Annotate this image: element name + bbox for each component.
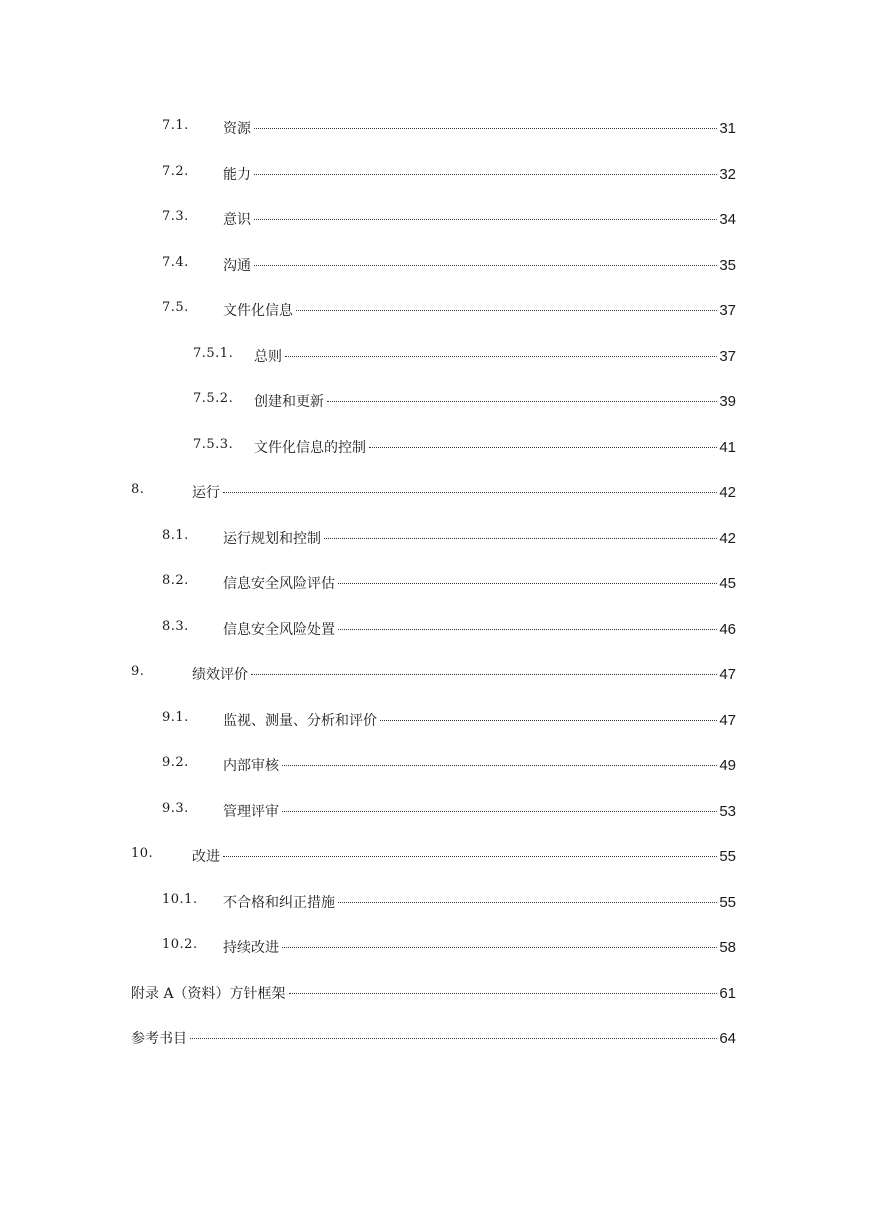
toc-entry-page: 42 [719, 484, 736, 501]
toc-entry-number: 10.1. [162, 892, 198, 907]
toc-entry-9[interactable] [0, 662, 869, 686]
dot-leader [338, 583, 717, 584]
toc-entry-title: 文件化信息的控制 [254, 440, 366, 456]
toc-entry-title: 运行 [192, 485, 220, 501]
toc-entry-number: 8. [131, 482, 145, 497]
dot-leader [296, 310, 717, 311]
toc-entry-page: 42 [719, 530, 736, 547]
toc-entry-title: 沟通 [223, 258, 251, 274]
toc-entry-page: 47 [719, 666, 736, 683]
toc-entry-title: 持续改进 [223, 940, 279, 956]
toc-entry-7-3[interactable] [0, 207, 869, 231]
dot-leader [251, 674, 717, 675]
toc-entry-page: 64 [719, 1030, 736, 1047]
dot-leader [289, 993, 718, 994]
dot-leader [369, 447, 717, 448]
dot-leader [324, 538, 717, 539]
toc-entry-number: 7.5.3. [193, 437, 234, 452]
toc-entry-page: 34 [719, 211, 736, 228]
dot-leader [282, 811, 717, 812]
toc-entry-number: 7.5.1. [193, 346, 234, 361]
toc-entry-7-4[interactable] [0, 253, 869, 277]
toc-entry-page: 41 [719, 439, 736, 456]
toc-entry-7-5-3[interactable] [0, 435, 869, 459]
dot-leader [338, 629, 717, 630]
toc-entry-title: 不合格和纠正措施 [223, 895, 335, 911]
dot-leader [223, 856, 717, 857]
toc-entry-number: 9.1. [162, 710, 189, 725]
dot-leader [380, 720, 717, 721]
dot-leader [254, 174, 717, 175]
toc-entry-page: 47 [719, 712, 736, 729]
dot-leader [254, 128, 717, 129]
toc-entry-bibliography[interactable] [0, 1026, 869, 1050]
toc-entry-title: 附录 A（资料）方针框架 [131, 986, 286, 1002]
toc-entry-number: 7.2. [162, 164, 189, 179]
toc-entry-appendix-a[interactable] [0, 981, 869, 1005]
toc-entry-number: 9.2. [162, 755, 189, 770]
dot-leader [282, 765, 717, 766]
toc-entry-7-1[interactable] [0, 116, 869, 140]
dot-leader [282, 947, 717, 948]
toc-entry-title: 能力 [223, 167, 251, 183]
toc-entry-title: 创建和更新 [254, 394, 324, 410]
toc-entry-number: 7.5. [162, 300, 189, 315]
toc-entry-number: 10. [131, 846, 154, 861]
toc-entry-number: 8.2. [162, 573, 189, 588]
toc-entry-page: 45 [719, 575, 736, 592]
toc-entry-page: 53 [719, 803, 736, 820]
toc-entry-number: 8.3. [162, 619, 189, 634]
toc-entry-title: 管理评审 [223, 804, 279, 820]
toc-entry-page: 61 [719, 985, 736, 1002]
toc-entry-page: 49 [719, 757, 736, 774]
toc-entry-number: 7.1. [162, 118, 189, 133]
toc-entry-title: 意识 [223, 212, 251, 228]
toc-entry-8-3[interactable] [0, 617, 869, 641]
toc-entry-7-5[interactable] [0, 298, 869, 322]
toc-entry-7-2[interactable] [0, 162, 869, 186]
toc-entry-title: 监视、测量、分析和评价 [223, 713, 377, 729]
dot-leader [254, 265, 717, 266]
toc-entry-8-2[interactable] [0, 571, 869, 595]
toc-entry-10-1[interactable] [0, 890, 869, 914]
toc-entry-page: 55 [719, 848, 736, 865]
toc-entry-title: 绩效评价 [192, 667, 248, 683]
toc-entry-10-2[interactable] [0, 935, 869, 959]
toc-entry-number: 9.3. [162, 801, 189, 816]
toc-entry-number: 8.1. [162, 528, 189, 543]
toc-entry-title: 参考书目 [131, 1031, 187, 1047]
toc-entry-title: 信息安全风险评估 [223, 576, 335, 592]
dot-leader [338, 902, 717, 903]
dot-leader [285, 356, 717, 357]
dot-leader [190, 1038, 717, 1039]
toc-entry-10[interactable] [0, 844, 869, 868]
toc-entry-title: 信息安全风险处置 [223, 622, 335, 638]
toc-entry-page: 39 [719, 393, 736, 410]
toc-entry-9-3[interactable] [0, 799, 869, 823]
toc-entry-title: 运行规划和控制 [223, 531, 321, 547]
toc-entry-9-2[interactable] [0, 753, 869, 777]
toc-entry-8[interactable] [0, 480, 869, 504]
toc-entry-page: 37 [719, 302, 736, 319]
toc-entry-page: 46 [719, 621, 736, 638]
toc-entry-8-1[interactable] [0, 526, 869, 550]
toc-entry-number: 9. [131, 664, 145, 679]
dot-leader [254, 219, 717, 220]
dot-leader [327, 401, 717, 402]
toc-entry-7-5-2[interactable] [0, 389, 869, 413]
toc-entry-7-5-1[interactable] [0, 344, 869, 368]
toc-entry-page: 37 [719, 348, 736, 365]
toc-entry-title: 资源 [223, 121, 251, 137]
toc-entry-title: 总则 [254, 349, 282, 365]
toc-entry-page: 35 [719, 257, 736, 274]
toc-entry-number: 7.5.2. [193, 391, 234, 406]
toc-entry-number: 7.3. [162, 209, 189, 224]
toc-entry-title: 改进 [192, 849, 220, 865]
dot-leader [223, 492, 717, 493]
toc-entry-title: 文件化信息 [223, 303, 293, 319]
toc-entry-number: 10.2. [162, 937, 198, 952]
toc-entry-number: 7.4. [162, 255, 189, 270]
toc-entry-9-1[interactable] [0, 708, 869, 732]
toc-entry-page: 55 [719, 894, 736, 911]
toc-entry-page: 31 [719, 120, 736, 137]
toc-entry-title: 内部审核 [223, 758, 279, 774]
toc-entry-page: 58 [719, 939, 736, 956]
toc-entry-page: 32 [719, 166, 736, 183]
